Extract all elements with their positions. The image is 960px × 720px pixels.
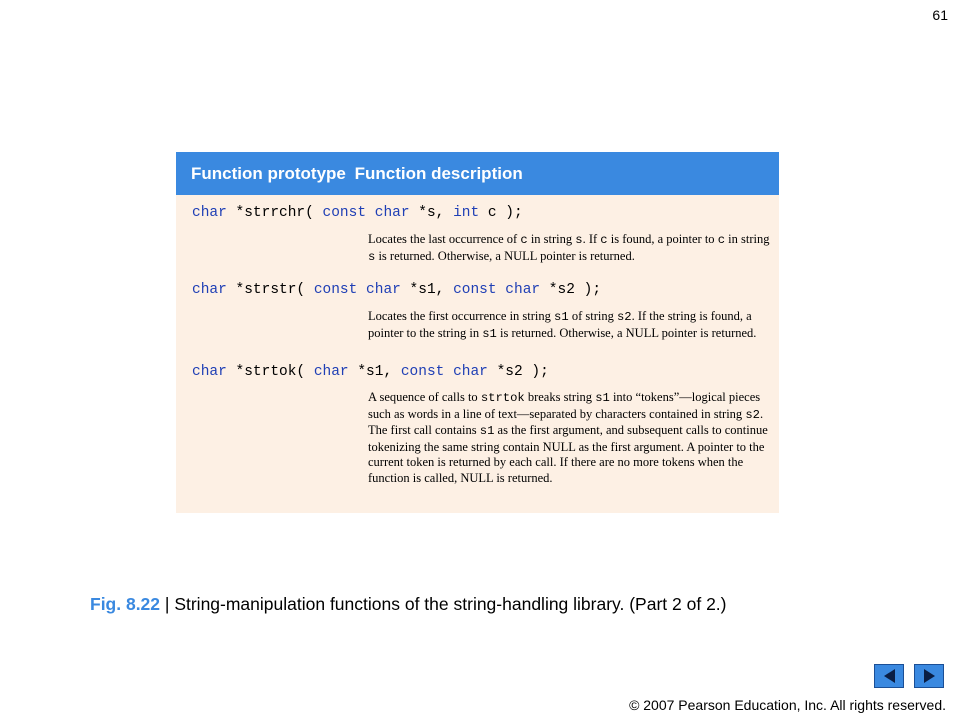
- code-text: *s2 );: [487, 364, 549, 380]
- keyword: char: [505, 282, 541, 298]
- prototype-strstr: [192, 282, 601, 298]
- code-token: c: [520, 233, 528, 247]
- description-text: in string: [527, 232, 576, 246]
- keyword: int: [453, 205, 480, 221]
- keyword: char: [192, 282, 227, 298]
- description-strrchr: [368, 232, 776, 265]
- code-text: *strrchr(: [226, 205, 323, 221]
- keyword: const: [400, 364, 445, 380]
- function-table: [176, 152, 779, 513]
- code-token: c: [600, 233, 608, 247]
- keyword: char: [192, 205, 227, 221]
- description-text: into “tokens”—logical pieces such as words in a line of text—separated by characters contained in string: [368, 390, 761, 421]
- code-text: *s2 );: [540, 282, 602, 298]
- copyright-notice: © 2007 Pearson Education, Inc. All rights reserved.: [629, 697, 946, 713]
- keyword: char: [313, 364, 349, 380]
- keyword: char: [192, 364, 227, 380]
- description-strtok: [368, 390, 776, 487]
- code-text: [357, 282, 366, 298]
- code-token: s2: [616, 310, 632, 324]
- code-token: s: [368, 249, 376, 264]
- caption-text: String-manipulation functions of the string-handling library. (Part 2 of 2.): [174, 594, 727, 614]
- keyword: char: [366, 282, 401, 298]
- description-text: A sequence of calls to: [368, 390, 481, 404]
- header-description: Function description: [354, 164, 523, 183]
- code-token: c: [717, 233, 726, 247]
- description-text: of string: [568, 309, 617, 323]
- code-text: c );: [479, 205, 523, 221]
- description-text: . The first call contains: [368, 406, 764, 438]
- prototype-strtok: [192, 364, 549, 380]
- code-text: *s1,: [400, 282, 454, 298]
- description-text: is returned. Otherwise, a NULL pointer is returned.: [496, 325, 757, 340]
- description-text: Locates the first occurrence in string: [368, 309, 555, 323]
- code-text: *strstr(: [226, 282, 314, 298]
- header-prototype: Function prototype: [191, 164, 346, 183]
- description-text: is found, a pointer to: [607, 232, 718, 246]
- description-text: is returned. Otherwise, a NULL pointer is returned.: [375, 248, 635, 263]
- code-text: [366, 205, 375, 221]
- keyword: char: [453, 364, 488, 380]
- caption-separator: |: [160, 594, 175, 614]
- keyword: const: [322, 205, 367, 221]
- code-token: strtok: [480, 391, 525, 405]
- keyword: const: [313, 282, 358, 298]
- description-text: . If: [582, 232, 601, 246]
- code-text: *s1,: [348, 364, 401, 380]
- code-text: [444, 364, 453, 380]
- code-text: [497, 282, 506, 298]
- figure-label: Fig. 8.22: [90, 594, 161, 614]
- page-number: 61: [932, 7, 948, 23]
- table-header: [176, 152, 779, 195]
- previous-slide-button[interactable]: [874, 664, 904, 688]
- code-text: *strtok(: [226, 364, 314, 380]
- code-token: s1: [595, 391, 610, 405]
- triangle-left-icon: [884, 669, 895, 683]
- code-token: s: [575, 233, 583, 247]
- keyword: const: [453, 282, 497, 298]
- code-token: s2: [745, 407, 760, 422]
- description-text: . If the string is found, a pointer to the string in: [368, 309, 752, 340]
- description-strstr: [368, 309, 776, 342]
- description-text: Locates the last occurrence of: [368, 232, 521, 246]
- description-text: as the first argument, and subsequent calls to continue tokenizing the same string contain NULL as the first argument. A pointer to the current token is returned by each call. If there are no more tokens when the function is called, NULL is returned.: [368, 423, 768, 485]
- description-text: breaks string: [524, 390, 596, 404]
- triangle-right-icon: [924, 669, 935, 683]
- keyword: char: [374, 205, 410, 221]
- description-text: in string: [725, 232, 770, 246]
- code-text: *s,: [409, 205, 454, 221]
- code-token: s1: [479, 424, 495, 439]
- figure-caption: [90, 594, 727, 615]
- next-slide-button[interactable]: [914, 664, 944, 688]
- code-token: s1: [554, 310, 569, 324]
- code-token: s1: [482, 326, 497, 341]
- prototype-strrchr: [192, 205, 523, 221]
